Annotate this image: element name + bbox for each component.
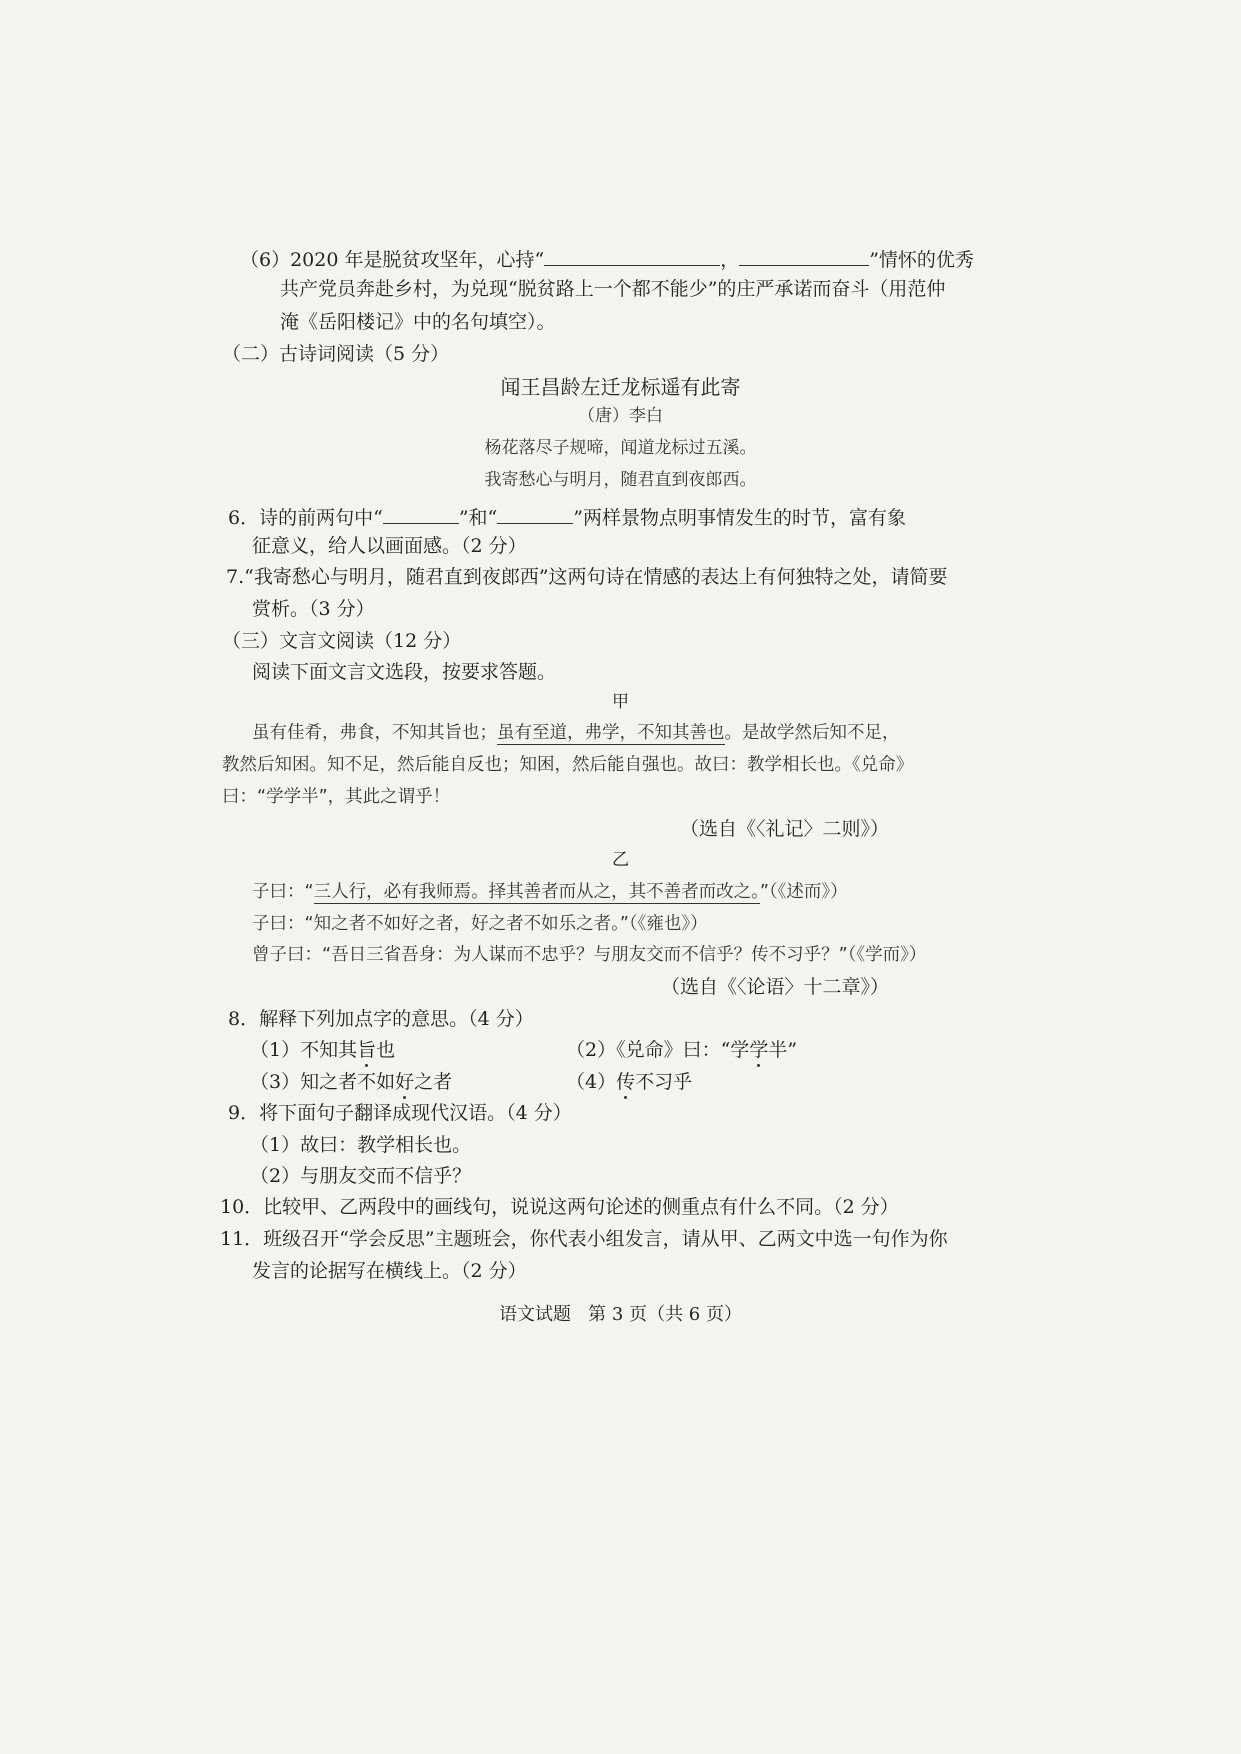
passage-yi-label: 乙 xyxy=(612,850,629,870)
answer-blank-4[interactable] xyxy=(497,505,573,524)
poem-title: 闻王昌龄左迁龙标遥有此寄 xyxy=(500,375,741,399)
passage-jia-line3: 曰：“学学半”，其此之谓乎！ xyxy=(222,787,451,807)
passage-jia-line1 xyxy=(252,725,900,743)
jia-text-a: 虽有佳肴，弗食，不知其旨也； xyxy=(252,723,497,743)
passage-yi-line2: 子曰：“知之者不如好之者，好之者不如乐之者。”（《雍也》） xyxy=(252,914,708,934)
question-7-line2: 赏析。（3 分） xyxy=(252,598,375,620)
q6-fill-text-post: ”情怀的优秀 xyxy=(869,249,974,271)
q6-fill-text-pre: （6）2020 年是脱贫攻坚年，心持“ xyxy=(240,249,545,271)
q9-item-1: （1）故曰：教学相长也。 xyxy=(250,1134,472,1156)
poem-author: （唐）李白 xyxy=(578,406,663,426)
answer-blank-3[interactable] xyxy=(383,505,459,524)
q6-fill-text-mid: ， xyxy=(720,249,740,271)
q8-item-4 xyxy=(566,1073,692,1092)
q8-item4-text-a: （4） xyxy=(566,1071,617,1093)
q6-fill-line2: 共产党员奔赴乡村，为兑现“脱贫路上一个都不能少”的庄严承诺而奋斗（用范仲 xyxy=(280,278,946,300)
question-6-line2: 征意义，给人以画面感。（2 分） xyxy=(252,535,527,557)
q8-item4-text-b: 不习乎 xyxy=(635,1071,693,1093)
question-11-line2: 发言的论据写在横线上。（2 分） xyxy=(252,1260,527,1282)
jia-text-b: 。是故学然后知不足， xyxy=(724,723,900,743)
yi-underlined-sentence: 三人行，必有我师焉。择其善者而从之，其不善者而改之。 xyxy=(313,882,760,902)
q8-item3-text-b: 之者 xyxy=(414,1071,453,1093)
question-7-line1: 7.“我寄愁心与明月，随君直到夜郎西”这两句诗在情感的表达上有何独特之处，请简要 xyxy=(226,566,948,588)
q9-item-2: （2）与朋友交而不信乎？ xyxy=(250,1165,472,1187)
q6-fill-line3: 淹《岳阳楼记》中的名句填空）。 xyxy=(280,311,556,333)
q8-item2-text-a: （2）《兑命》曰：“学 xyxy=(566,1039,750,1061)
passage-jia-label: 甲 xyxy=(612,692,629,712)
q6-fill-line1 xyxy=(240,247,974,270)
question-8-stem: 8．解释下列加点字的意思。（4 分） xyxy=(228,1008,534,1030)
jia-underlined-sentence: 虽有至道，弗学，不知其善也 xyxy=(497,723,725,743)
q8-item3-text-a: （3）知之者不如 xyxy=(250,1071,396,1093)
page-footer: 语文试题 第 3 页（共 6 页） xyxy=(499,1304,742,1325)
q8-item-2 xyxy=(566,1041,797,1060)
question-10: 10．比较甲、乙两段中的画线句，说说这两句论述的侧重点有什么不同。（2 分） xyxy=(220,1196,899,1218)
q6-text-post: ”两样景物点明事情发生的时节，富有象 xyxy=(573,507,906,529)
answer-blank-1[interactable] xyxy=(544,247,720,266)
q8-item-3 xyxy=(250,1073,452,1092)
passage-jia-source: （选自《〈礼记〉二则》） xyxy=(679,818,889,840)
q6-text-mid: ”和“ xyxy=(458,507,498,529)
q8-item1-text-b: 也 xyxy=(376,1039,396,1061)
q8-item-1 xyxy=(250,1041,395,1060)
passage-jia-line2: 教然后知困。知不足，然后能自反也；知困，然后能自强也。故曰：教学相长也。《兑命》 xyxy=(222,755,914,775)
yi-text-b: ”（《述而》） xyxy=(759,882,848,902)
passage-yi-line3: 曾子曰：“吾日三省吾身：为人谋而不忠乎？与朋友交而不信乎？传不习乎？”（《学而》） xyxy=(252,945,927,965)
question-9-stem: 9．将下面句子翻译成现代汉语。（4 分） xyxy=(228,1102,572,1124)
section3-instruction: 阅读下面文言文选段，按要求答题。 xyxy=(252,661,557,683)
section3-heading: （三）文言文阅读（12 分） xyxy=(222,630,462,652)
q8-item2-dotted-char: 学 xyxy=(749,1039,769,1061)
q8-item1-text-a: （1）不知其 xyxy=(250,1039,358,1061)
yi-text-a: 子曰：“ xyxy=(252,882,314,902)
passage-yi-source: （选自《〈论语〉十二章》） xyxy=(660,976,889,998)
poem-line-1: 杨花落尽子规啼，闻道龙标过五溪。 xyxy=(484,438,757,458)
q8-item1-dotted-char: 旨 xyxy=(357,1039,377,1061)
question-6-line1 xyxy=(228,505,906,528)
q8-item4-dotted-char: 传 xyxy=(616,1071,636,1093)
q6-text-pre: 6．诗的前两句中“ xyxy=(228,507,383,529)
poem-line-2: 我寄愁心与明月，随君直到夜郎西。 xyxy=(484,470,757,490)
section2-heading: （二）古诗词阅读（5 分） xyxy=(222,343,450,365)
passage-yi-line1 xyxy=(252,884,848,902)
answer-blank-2[interactable] xyxy=(739,247,869,266)
question-11-line1: 11．班级召开“学会反思”主题班会，你代表小组发言，请从甲、乙两文中选一句作为你 xyxy=(220,1228,948,1250)
q8-item2-text-b: 半” xyxy=(768,1039,798,1061)
q8-item3-dotted-char: 好 xyxy=(395,1071,415,1093)
